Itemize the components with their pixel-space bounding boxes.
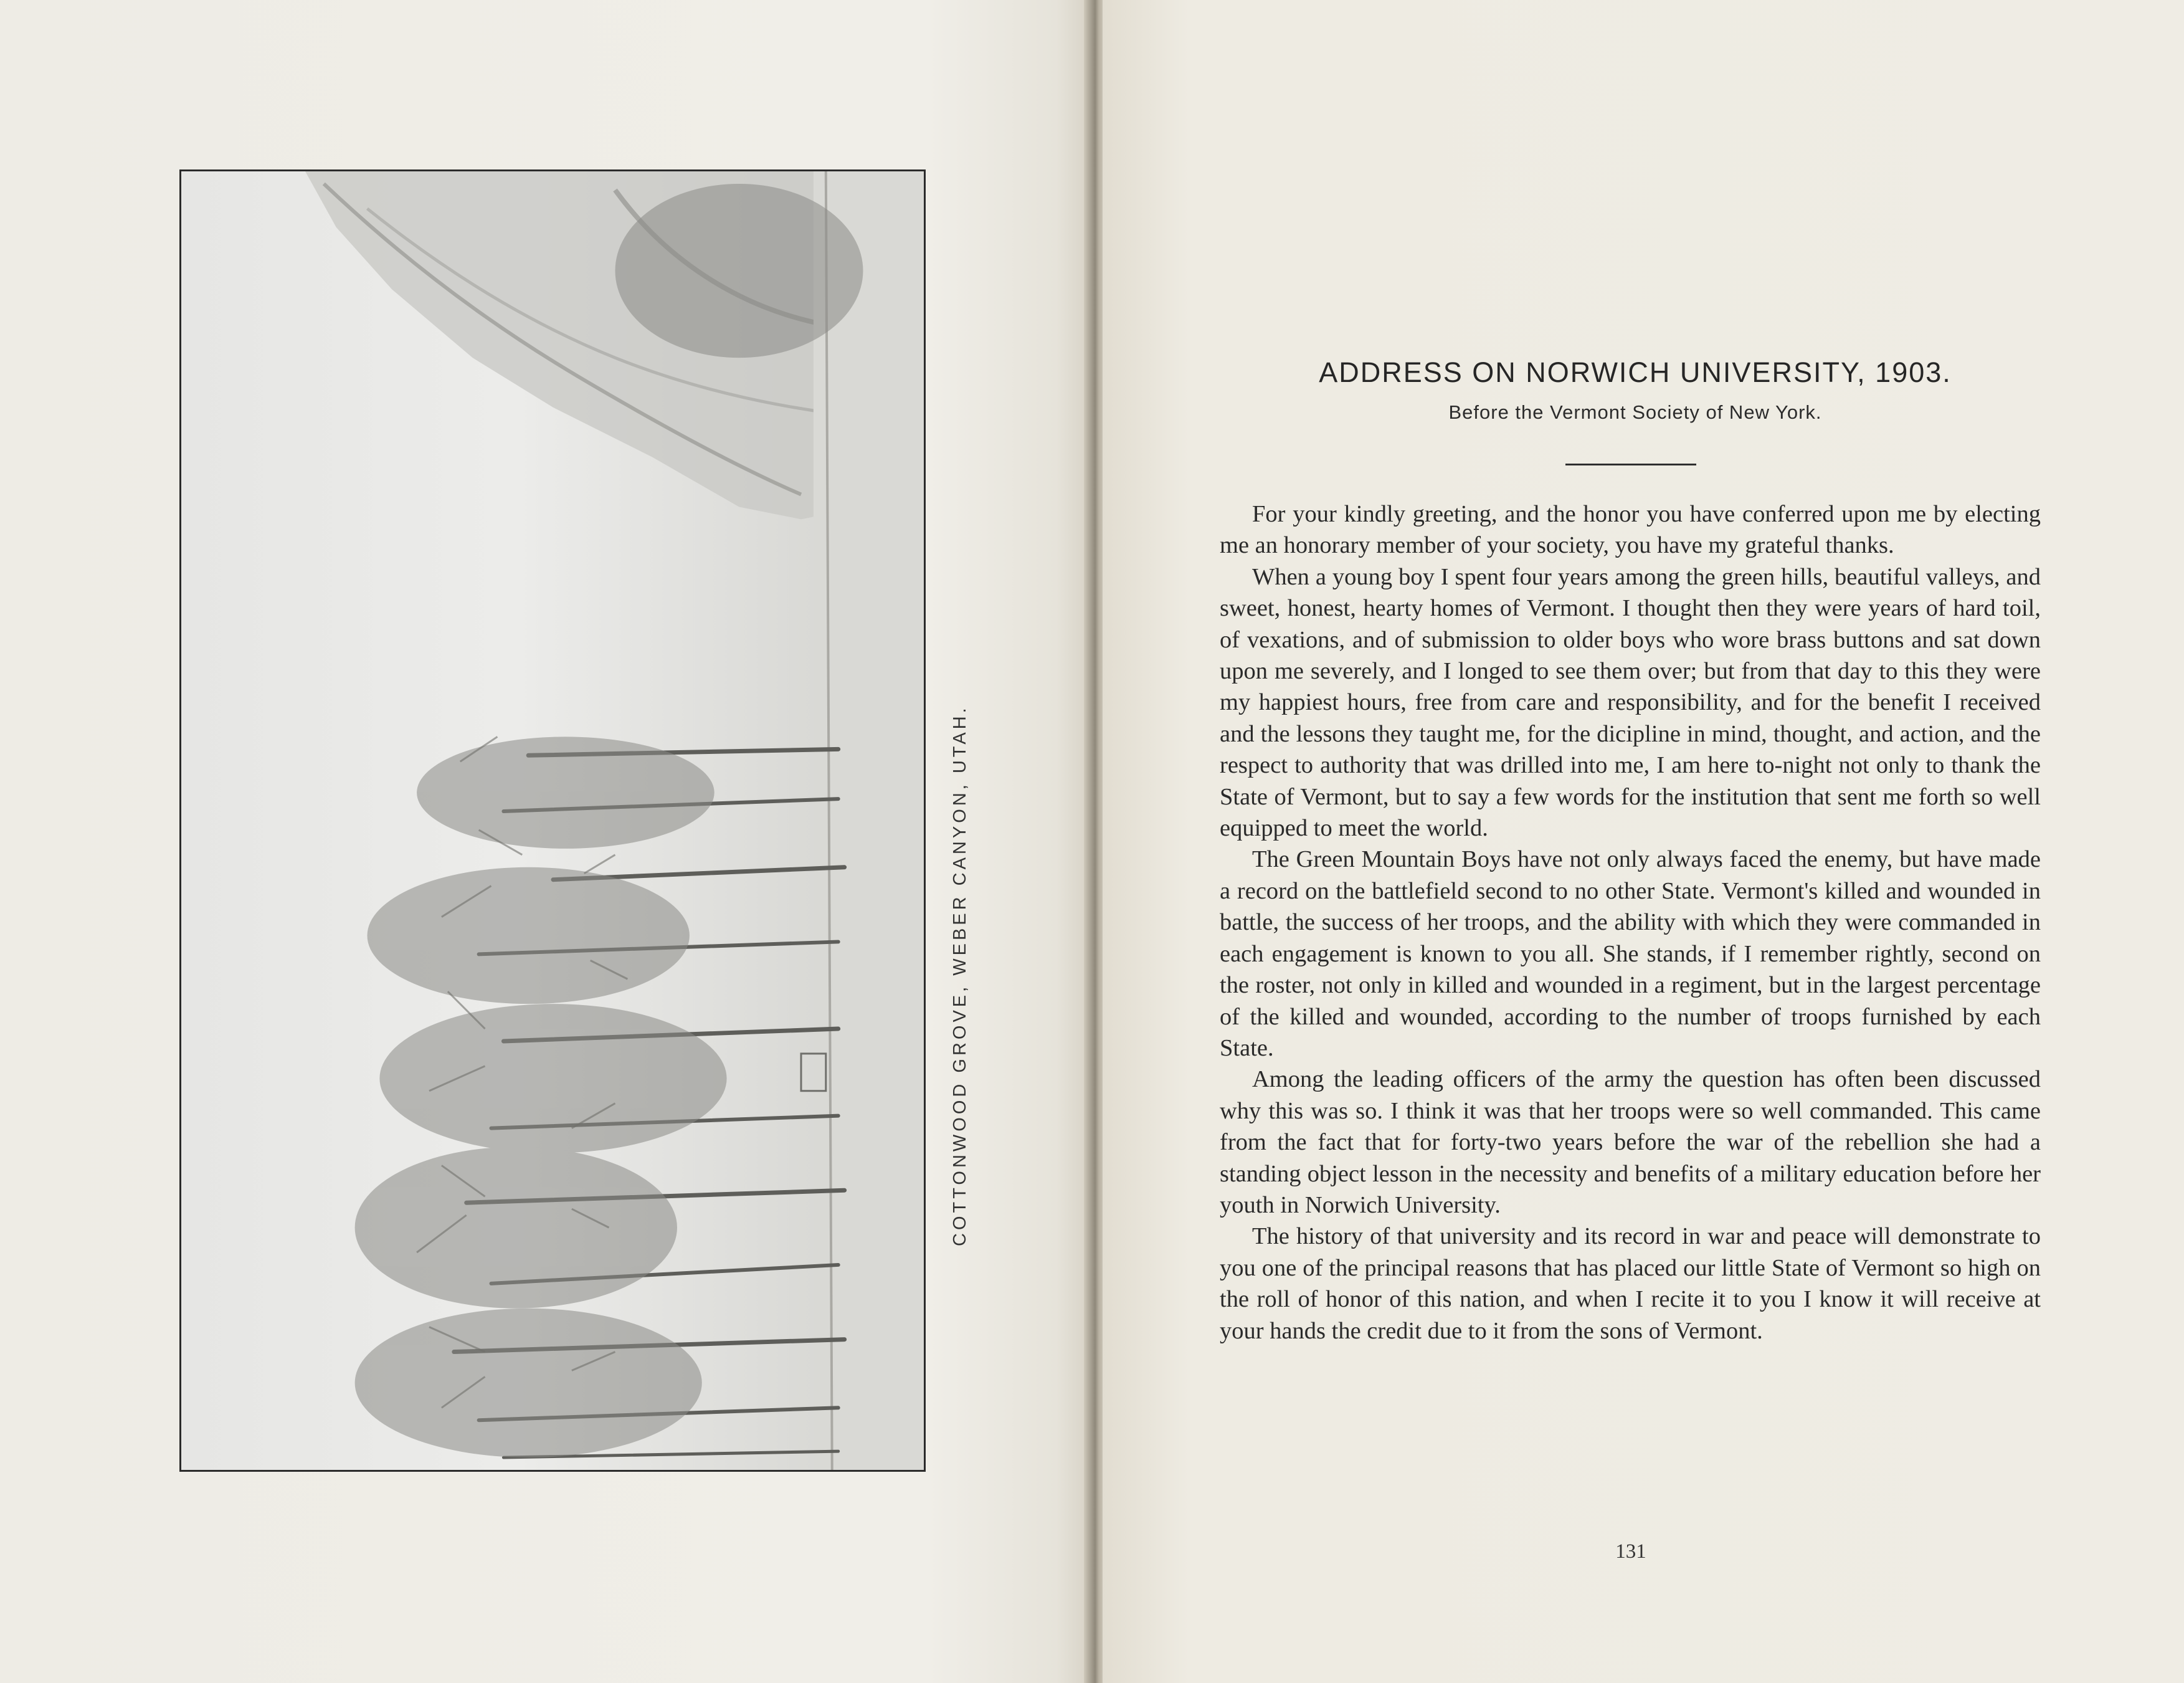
page-title: ADDRESS ON NORWICH UNIVERSITY, 1903. — [1319, 356, 1952, 388]
cottonwood-grove-engraving — [181, 171, 924, 1470]
paragraph: The history of that university and its record in war and peace will demonstrate to you one of the principal reasons that has placed our little State of Vermont so high on the roll of honor of this nation, and when I recite it to you I know it will receive at your hands the credit due to it from the sons of Vermont. — [1220, 1223, 2041, 1344]
address-body — [1220, 498, 2041, 1347]
engraving-plate — [179, 169, 926, 1472]
title-divider — [1565, 464, 1696, 465]
left-page — [0, 0, 1089, 1683]
page-subtitle: Before the Vermont Society of New York. — [1448, 401, 1822, 423]
paragraph: The Green Mountain Boys have not only always faced the enemy, but have made a record on the battlefield second to no other State. Vermont's killed and wounded in battle, the success of her troops, and the ability with which they were commanded in each engagement is known to you all. She stands, if I remember rightly, second on the roster, not only in killed and wounded in a regiment, but in the largest percentage of the killed and wounded, according to the number of troops furnished by each State. — [1220, 846, 2041, 1061]
plate-caption: COTTONWOOD GROVE, WEBER CANYON, UTAH. — [950, 705, 970, 1246]
paragraph: Among the leading officers of the army the question has often been discussed why this was so. I think it was that her troops were so well commanded. This came from the fact that for forty-two years before the war of the rebellion she had a standing object lesson in the necessity and benefits of a military education before her youth in Norwich University. — [1220, 1066, 2041, 1218]
paragraph: When a young boy I spent four years among the green hills, beautiful valleys, and sweet, honest, hearty homes of Vermont. I thought then they were years of hard toil, of vexations, and of submission to older boys who wore brass buttons and sat down upon me severely, and I longed to see them over; but from that day to this they were my happiest hours, free from care and responsibility, and for the benefit I received and the lessons they taught me, for the dicipline in mind, thought, and action, and the respect to authority that was drilled into me, I am here to-night not only to thank the State of Vermont, but to say a few words for the institution that sent me forth so well equipped to meet the world. — [1220, 563, 2041, 842]
paragraph: For your kindly greeting, and the honor you have conferred upon me by electing me an honorary member of your society, you have my grateful thanks. — [1220, 501, 2041, 559]
page-number: 131 — [1615, 1540, 1646, 1563]
